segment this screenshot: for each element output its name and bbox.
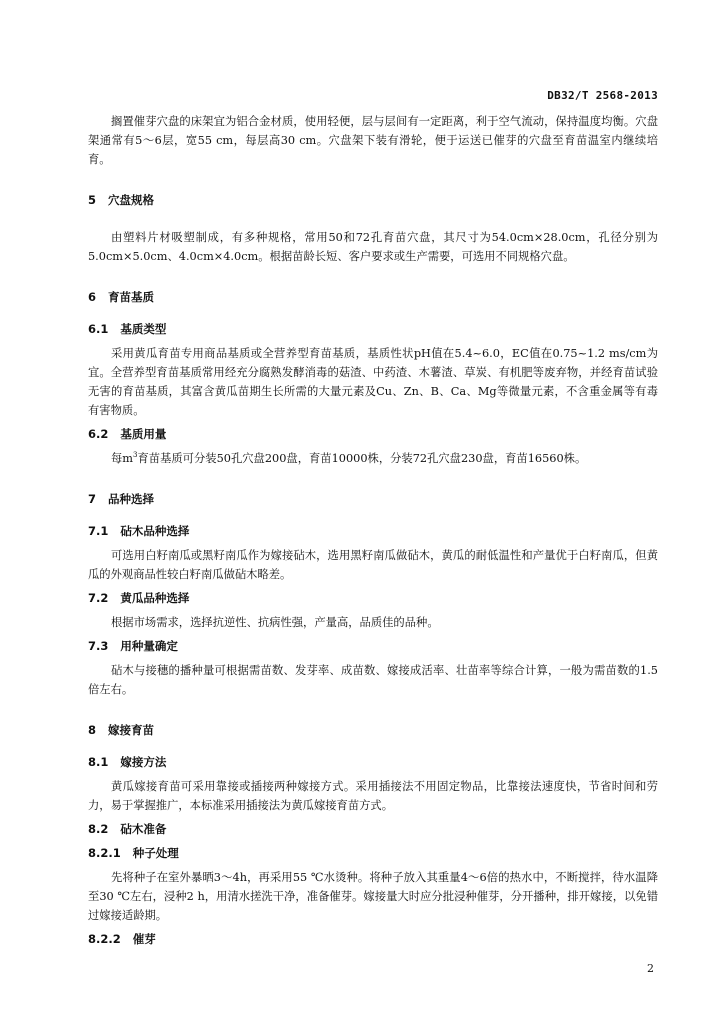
subsection-heading-8-1 — [88, 753, 658, 772]
section-title: 基质用量 — [120, 427, 167, 441]
paragraph-cucumber-variety: 根据市场需求，选择抗逆性、抗病性强，产量高，品质佳的品种。 — [111, 616, 439, 629]
section-number: 8.2.1 — [88, 846, 121, 860]
paragraph-tray-spec: 由塑料片材吸塑制成，有多种规格，常用50和72孔育苗穴盘，其尺寸为54.0cm×28.0cm，孔径分别为5.0cm×5.0cm、4.0cm×4.0cm。根据苗龄长短、客户要求或生产需要，可选用不同规格穴盘。 — [88, 231, 658, 263]
section-number: 6.1 — [88, 322, 109, 336]
section-title: 砧木品种选择 — [120, 524, 190, 538]
section-number: 6 — [88, 290, 97, 304]
text-suffix: 育苗基质可分装50孔穴盘200盘，育苗10000株，分装72孔穴盘230盘，育苗16560株。 — [137, 452, 587, 465]
text-prefix: 每m — [111, 452, 134, 465]
section-number: 8.1 — [88, 755, 109, 769]
document-body — [88, 112, 658, 949]
section-number: 7.1 — [88, 524, 109, 538]
section-title: 黄瓜品种选择 — [120, 591, 190, 605]
paragraph-tray-rack: 搁置催芽穴盘的床架宜为铝合金材质，使用轻便，层与层间有一定距离，利于空气流动，保持温度均衡。穴盘架通常有5～6层，宽55 cm，每层高30 cm。穴盘架下装有滑轮，便于运送已催芽的穴盘至育苗温室内继续培育。 — [88, 115, 658, 166]
superscript: 3 — [133, 451, 138, 460]
section-title: 嫁接方法 — [120, 755, 167, 769]
paragraph-substrate-amount — [88, 449, 658, 468]
section-heading-5 — [88, 191, 658, 210]
subsection-heading-7-1 — [88, 522, 658, 541]
section-number: 6.2 — [88, 427, 109, 441]
subsection-heading-6-2 — [88, 425, 658, 444]
section-title: 基质类型 — [120, 322, 167, 336]
section-heading-6 — [88, 288, 658, 307]
subsection-heading-7-3 — [88, 637, 658, 656]
subsection-heading-6-1 — [88, 320, 658, 339]
paragraph-rootstock: 可选用白籽南瓜或黑籽南瓜作为嫁接砧木，选用黑籽南瓜做砧木，黄瓜的耐低温性和产量优于白籽南瓜，但黄瓜的外观商品性较白籽南瓜做砧木略差。 — [88, 549, 658, 581]
section-title: 嫁接育苗 — [108, 723, 155, 737]
page-number: 2 — [647, 962, 654, 975]
section-number: 5 — [88, 193, 97, 207]
section-title: 品种选择 — [108, 492, 155, 506]
section-title: 用种量确定 — [120, 639, 178, 653]
paragraph-seed-quantity: 砧木与接穗的播种量可根据需苗数、发芽率、成苗数、嫁接成活率、壮苗率等综合计算，一般为需苗数的1.5倍左右。 — [88, 664, 658, 696]
section-title: 种子处理 — [132, 846, 179, 860]
section-title: 穴盘规格 — [108, 193, 155, 207]
section-number: 8 — [88, 723, 97, 737]
section-heading-7 — [88, 490, 658, 509]
paragraph-grafting-method: 黄瓜嫁接育苗可采用靠接或插接两种嫁接方式。采用插接法不用固定物品，比靠接法速度快，节省时间和劳力，易于掌握推广，本标准采用插接法为黄瓜嫁接育苗方式。 — [88, 780, 658, 812]
document-code-header: DB32/T 2568-2013 — [547, 89, 658, 102]
subsection-heading-8-2-1 — [88, 844, 658, 863]
paragraph-substrate-type: 采用黄瓜育苗专用商品基质或全营养型育苗基质，基质性状pH值在5.4~6.0，EC值在0.75~1.2 ms/cm为宜。全营养型育苗基质常用经充分腐熟发酵消毒的菇渣、中药渣、木薯渣、草炭、有机肥等废弃物，并经育苗试验无害的育苗基质，其富含黄瓜苗期生长所需的大量元素及Cu、Zn、B、Ca、Mg等微量元素，不含重金属等有毒有害物质。 — [88, 347, 658, 417]
subsection-heading-8-2 — [88, 820, 658, 839]
subsection-heading-8-2-2 — [88, 930, 658, 949]
section-heading-8 — [88, 721, 658, 740]
section-number: 7.3 — [88, 639, 109, 653]
section-number: 8.2.2 — [88, 932, 121, 946]
subsection-heading-7-2 — [88, 589, 658, 608]
paragraph-seed-treatment: 先将种子在室外暴晒3～4h，再采用55 ℃水烫种。将种子放入其重量4～6倍的热水中，不断搅拌，待水温降至30 ℃左右，浸种2 h，用清水搓洗干净，准备催芽。嫁接量大时应分批浸种催芽，分开播种，排开嫁接，以免错过嫁接适龄期。 — [88, 871, 658, 922]
section-title: 砧木准备 — [120, 822, 167, 836]
section-number: 8.2 — [88, 822, 109, 836]
section-title: 育苗基质 — [108, 290, 155, 304]
section-number: 7.2 — [88, 591, 109, 605]
section-number: 7 — [88, 492, 97, 506]
section-title: 催芽 — [132, 932, 156, 946]
